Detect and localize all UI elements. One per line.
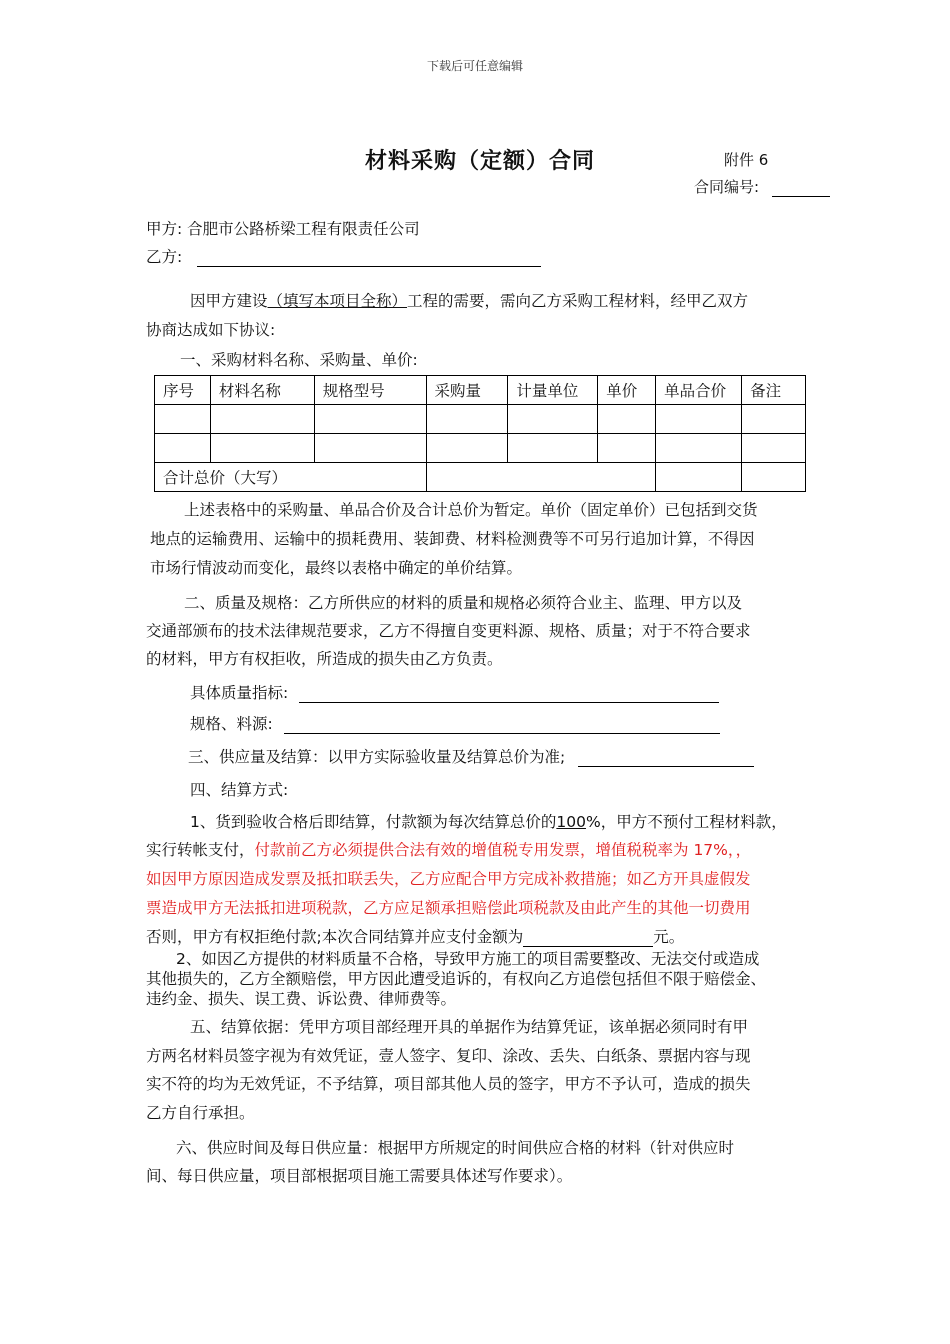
clause-1-text-after: %，甲方不预付工程材料款， (585, 813, 787, 831)
header-note: 下载后可任意编辑 (426, 59, 523, 73)
total-value-cell (426, 463, 656, 492)
header-cell: 材料名称 (210, 376, 314, 405)
section-5-line-3: 实不符的均为无效凭证，不予结算，项目部其他人员的签字，甲方不予认可，造成的损失 (146, 1075, 751, 1093)
contract-number (694, 176, 830, 197)
quality-blank (299, 685, 719, 703)
intro-text-before: 因甲方建设 (190, 292, 268, 310)
table-cell (742, 405, 806, 434)
section-4-clause-2-line-3: 违约金、损失、误工费、诉讼费、律师费等。 (146, 990, 457, 1008)
amount-text: 否则，甲方有权拒绝付款;本次合同结算并应支付金额为 (146, 928, 524, 946)
table-cell (210, 405, 314, 434)
party-b-label: 乙方: (146, 248, 183, 266)
section-3 (188, 747, 754, 767)
amount-unit: 元。 (653, 928, 685, 946)
section-4-clause-1-line-4: 票造成甲方无法抵扣进项税款，乙方应足额承担赔偿此项税款及由此产生的其他一切费用 (146, 899, 751, 917)
section-4-clause-2-line-2: 其他损失的，乙方全额赔偿，甲方因此遭受追诉的，有权向乙方追偿包括但不限于赔偿金、 (146, 970, 767, 988)
table-row (155, 434, 806, 463)
quality-label: 具体质量指标: (190, 684, 289, 702)
table-cell (656, 434, 742, 463)
table-cell (155, 405, 211, 434)
intro-line-1 (190, 291, 748, 311)
section-4-clause-1-line-1 (190, 812, 787, 832)
header-cell: 规格型号 (314, 376, 426, 405)
section-5-line-2: 方两名材料员签字视为有效凭证，壹人签字、复印、涂改、丢失、白纸条、票据内容与现 (146, 1047, 751, 1065)
section-2-line-1: 二、质量及规格：乙方所供应的材料的质量和规格必须符合业主、监理、甲方以及 (184, 594, 743, 612)
table-cell (742, 434, 806, 463)
section-4-clause-1-line-3: 如因甲方原因造成发票及抵扣联丢失，乙方应配合甲方完成补救措施；如乙方开具虚假发 (146, 870, 751, 888)
section-6-line-2: 间、每日供应量，项目部根据项目施工需要具体述写作要求）。 (146, 1167, 573, 1185)
table-cell (314, 405, 426, 434)
party-b (146, 247, 541, 267)
transfer-payment-text: 实行转帐支付， (146, 841, 255, 859)
document-title: 材料采购（定额）合同 (364, 149, 595, 174)
section-5-line-4: 乙方自行承担。 (146, 1104, 255, 1122)
amount-blank (523, 929, 653, 947)
table-total-row (155, 463, 806, 492)
annex-label: 附件 6 (724, 151, 769, 169)
price-note-line-3: 市场行情波动而变化，最终以表格中确定的单价结算。 (150, 559, 523, 577)
table-cell (314, 434, 426, 463)
contract-number-label: 合同编号: (694, 178, 760, 196)
header-cell: 单品合价 (656, 376, 742, 405)
price-note-line-2: 地点的运输费用、运输中的损耗费用、装卸费、材料检测费等不可另行追加计算，不得因 (150, 530, 755, 548)
section-2-line-2: 交通部颁布的技术法律规范要求，乙方不得擅自变更料源、规格、质量；对于不符合要求 (146, 622, 751, 640)
materials-table (154, 375, 806, 492)
contract-number-blank (772, 179, 830, 197)
header-cell: 计量单位 (508, 376, 598, 405)
table-cell (210, 434, 314, 463)
intro-text-after: 工程的需要，需向乙方采购工程材料，经甲乙双方 (407, 292, 749, 310)
section-1-title: 一、采购材料名称、采购量、单价: (180, 351, 418, 369)
header-cell: 备注 (742, 376, 806, 405)
section-5-line-1: 五、结算依据：凭甲方项目部经理开具的单据作为结算凭证，该单据必须同时有甲 (190, 1018, 749, 1036)
spec-label: 规格、料源: (190, 715, 273, 733)
table-cell (598, 405, 656, 434)
table-cell (508, 434, 598, 463)
price-note-line-1: 上述表格中的采购量、单品合价及合计总价为暂定。单价（固定单价）已包括到交货 (184, 501, 758, 519)
spec-blank (284, 716, 720, 734)
intro-project-fill: （填写本项目全称） (267, 292, 408, 310)
table-cell (742, 463, 806, 492)
quality-indicator (190, 683, 719, 703)
table-header-row (155, 376, 806, 405)
header-cell: 采购量 (426, 376, 508, 405)
section-4-clause-2-line-1: 2、如因乙方提供的材料质量不合格，导致甲方施工的项目需要整改、无法交付或造成 (176, 950, 760, 968)
table-cell (155, 434, 211, 463)
table-cell (656, 405, 742, 434)
table-cell (656, 463, 742, 492)
intro-line-2: 协商达成如下协议: (146, 321, 276, 339)
section-4-clause-1-line-2 (146, 840, 751, 860)
header-cell: 单价 (598, 376, 656, 405)
table-cell (598, 434, 656, 463)
payment-percentage: 100 (556, 813, 586, 831)
invoice-requirement-text: 付款前乙方必须提供合法有效的增值税专用发票，增值税税率为 17%，， (254, 841, 752, 859)
section-3-blank (578, 749, 754, 767)
section-6-line-1: 六、供应时间及每日供应量：根据甲方所规定的时间供应合格的材料（针对供应时 (176, 1139, 735, 1157)
clause-1-text-before: 1、货到验收合格后即结算，付款额为每次结算总价的 (190, 813, 557, 831)
section-3-text: 三、供应量及结算：以甲方实际验收量及结算总价为准; (188, 748, 566, 766)
total-label-cell: 合计总价（大写） (155, 463, 427, 492)
header-cell: 序号 (155, 376, 211, 405)
table-cell (426, 405, 508, 434)
party-b-blank (197, 249, 541, 267)
party-a: 甲方: 合肥市公路桥梁工程有限责任公司 (146, 220, 420, 238)
spec-source (190, 714, 720, 734)
section-2-line-3: 的材料，甲方有权拒收，所造成的损失由乙方负责。 (146, 650, 503, 668)
table-cell (426, 434, 508, 463)
table-cell (508, 405, 598, 434)
table-row (155, 405, 806, 434)
section-4-clause-1-line-5 (146, 927, 684, 947)
section-4-title: 四、结算方式: (190, 781, 289, 799)
